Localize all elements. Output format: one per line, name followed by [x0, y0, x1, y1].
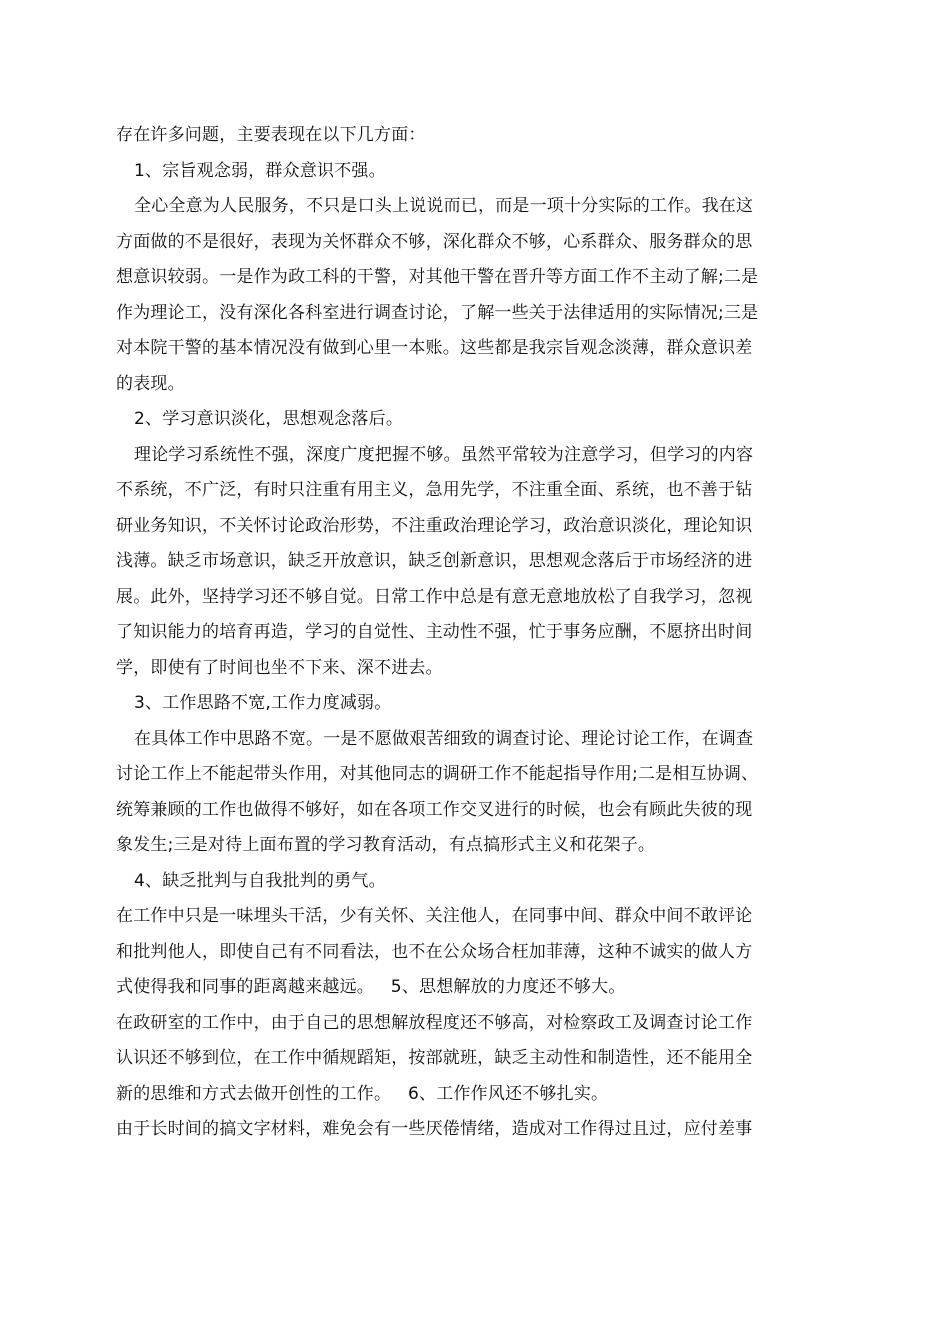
text-line: 全心全意为人民服务，不只是口头上说说而已，而是一项十分实际的工作。我在这	[134, 196, 754, 216]
text-line: 不系统，不广泛，有时只注重有用主义，急用先学，不注重全面、系统，也不善于钻	[116, 480, 753, 500]
section-heading: 1、宗旨观念弱，群众意识不强。	[134, 160, 386, 181]
text-line: 式使得我和同事的距离越来越远。 5、思想解放的力度还不够大。	[116, 977, 626, 997]
document-page	[116, 118, 838, 1148]
section-heading: 2、学习意识淡化，思想观念落后。	[134, 409, 404, 429]
text-line: 对本院干警的基本情况没有做到心里一本账。这些都是我宗旨观念淡薄，群众意识差	[116, 338, 753, 358]
text-line: 由于长时间的搞文字材料，难免会有一些厌倦情绪，造成对工作得过且过，应付差事	[116, 1119, 753, 1139]
section-heading: 4、缺乏批判与自我批判的勇气。	[134, 870, 386, 891]
text-line: 作为理论工，没有深化各科室进行调查讨论，了解一些关于法律适用的实际情况;三是	[116, 302, 759, 323]
text-line: 学，即使有了时间也坐不下来、深不进去。	[116, 657, 443, 678]
text-line: 浅薄。缺乏市场意识，缺乏开放意识，缺乏创新意识，思想观念落后于市场经济的进	[116, 551, 753, 571]
text-line: 讨论工作上不能起带头作用，对其他同志的调研工作不能起指导作用;二是相互协调、	[116, 764, 759, 784]
text-line: 象发生;三是对待上面布置的学习教育活动，有点搞形式主义和花架子。	[116, 835, 656, 855]
text-line: 方面做的不是很好，表现为关怀群众不够，深化群众不够，心系群众、服务群众的思	[116, 231, 753, 252]
text-line: 展。此外，坚持学习还不够自觉。日常工作中总是有意无意地放松了自我学习，忽视	[116, 586, 753, 607]
text-line: 新的思维和方式去做开创性的工作。 6、工作作风还不够扎实。	[116, 1083, 609, 1104]
text-line: 的表现。	[116, 373, 185, 394]
text-line: 和批判他人，即使自己有不同看法，也不在公众场合枉加菲薄，这种不诚实的做人方	[116, 941, 753, 962]
text-line: 存在许多问题，主要表现在以下几方面：	[116, 125, 426, 145]
text-line: 了知识能力的培育再造，学习的自觉性、主动性不强，忙于事务应酬，不愿挤出时间	[116, 622, 753, 642]
text-line: 认识还不够到位，在工作中循规蹈矩，按部就班，缺乏主动性和制造性，还不能用全	[116, 1048, 753, 1068]
text-line: 统筹兼顾的工作也做得不够好，如在各项工作交叉进行的时候，也会有顾此失彼的现	[116, 799, 753, 820]
section-heading: 3、工作思路不宽,工作力度减弱。	[134, 693, 392, 713]
text-line: 理论学习系统性不强，深度广度把握不够。虽然平常较为注意学习，但学习的内容	[134, 444, 754, 465]
text-line: 在工作中只是一味埋头干活，少有关怀、关注他人，在同事中间、群众中间不敢评论	[116, 906, 753, 926]
text-line: 在具体工作中思路不宽。一是不愿做艰苦细致的调查讨论、理论讨论工作，在调查	[134, 728, 754, 749]
text-line: 在政研室的工作中，由于自己的思想解放程度还不够高，对检察政工及调查讨论工作	[116, 1012, 753, 1033]
text-line: 研业务知识，不关怀讨论政治形势，不注重政治理论学习，政治意识淡化，理论知识	[116, 515, 753, 536]
text-line: 想意识较弱。一是作为政工科的干警，对其他干警在晋升等方面工作不主动了解;二是	[116, 267, 759, 287]
